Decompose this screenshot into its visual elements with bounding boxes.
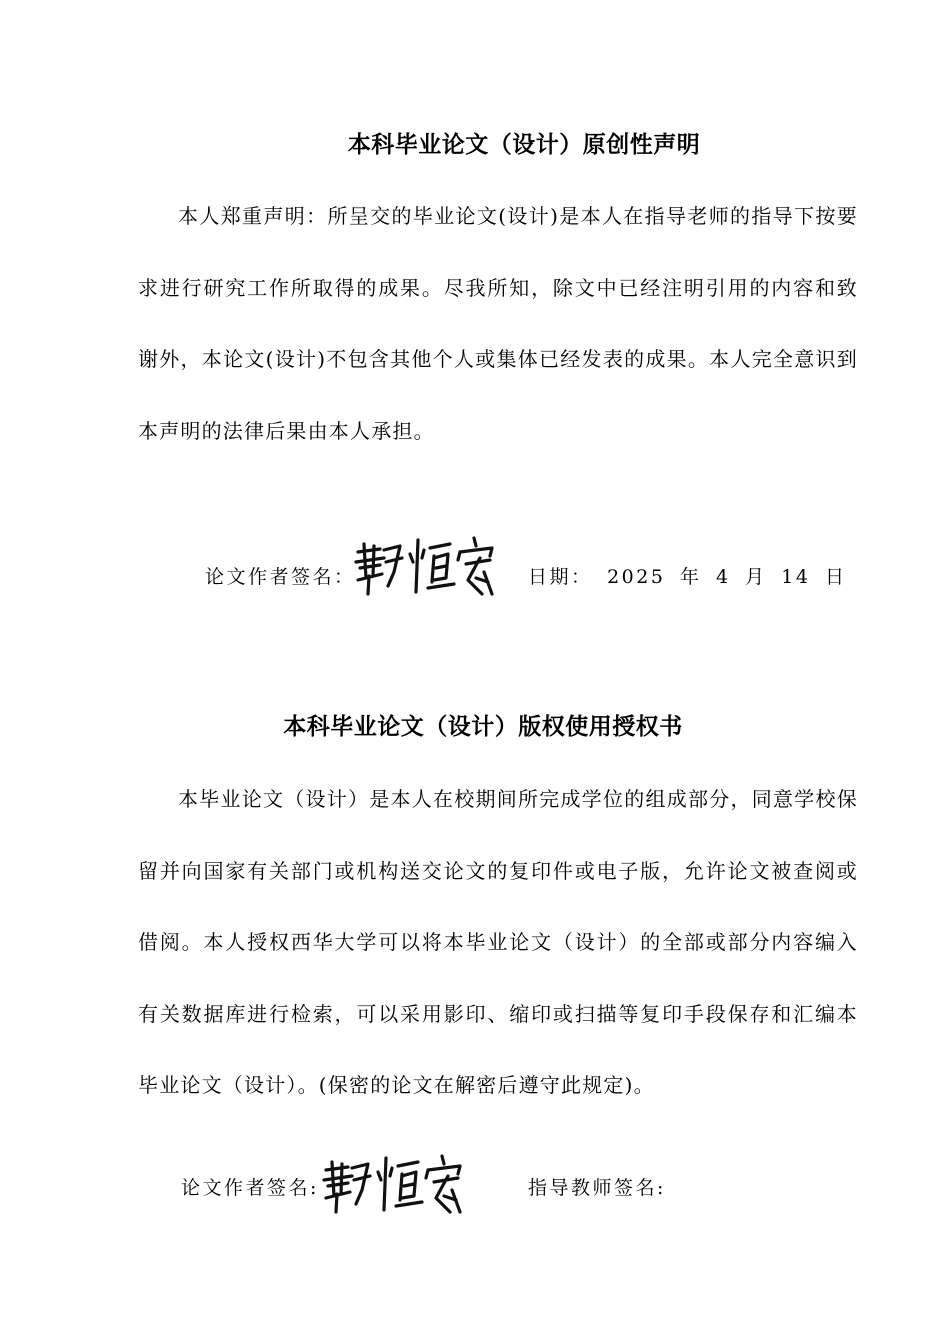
author-handwritten-signature-2: [318, 1150, 468, 1220]
authorization-title: 本科毕业论文（设计）版权使用授权书: [283, 714, 683, 740]
declaration-title: 本科毕业论文（设计）原创性声明: [347, 132, 701, 158]
date-day-unit: 日: [824, 566, 847, 588]
date-year: 2025: [607, 566, 666, 588]
author-handwritten-signature: [350, 532, 500, 602]
authorization-body: 本毕业论文（设计）是本人在校期间所完成学位的组成部分，同意学校保留并向国家有关部门或机构送交论文的复印件或电子版，允许论文被查阅或借阅。本人授权西华大学可以将本毕业论文（设计）的全部或部分内容编入有关数据库进行检索，可以采用影印、缩印或扫描等复印手段保存和汇编本毕业论文（设计）。(保密的论文在解密后遵守此规定)。: [138, 787, 858, 1097]
declaration-author-signature-label: 论文作者签名：: [205, 566, 356, 588]
date-year-unit: 年: [679, 566, 702, 588]
declaration-body: 本人郑重声明：所呈交的毕业论文(设计)是本人在指导老师的指导下按要求进行研究工作所取得的成果。尽我所知，除文中已经注明引用的内容和致谢外，本论文(设计)不包含其他个人或集体已经发表的成果。本人完全意识到本声明的法律后果由本人承担。: [138, 204, 858, 443]
declaration-date: [528, 562, 846, 589]
authorization-author-signature-label: 论文作者签名:: [181, 1177, 319, 1199]
date-month-unit: 月: [745, 566, 767, 588]
date-month: 4: [716, 566, 731, 588]
date-day: 14: [781, 566, 811, 588]
date-label: 日期：: [528, 566, 593, 588]
advisor-signature-label: 指导教师签名:: [528, 1177, 666, 1199]
